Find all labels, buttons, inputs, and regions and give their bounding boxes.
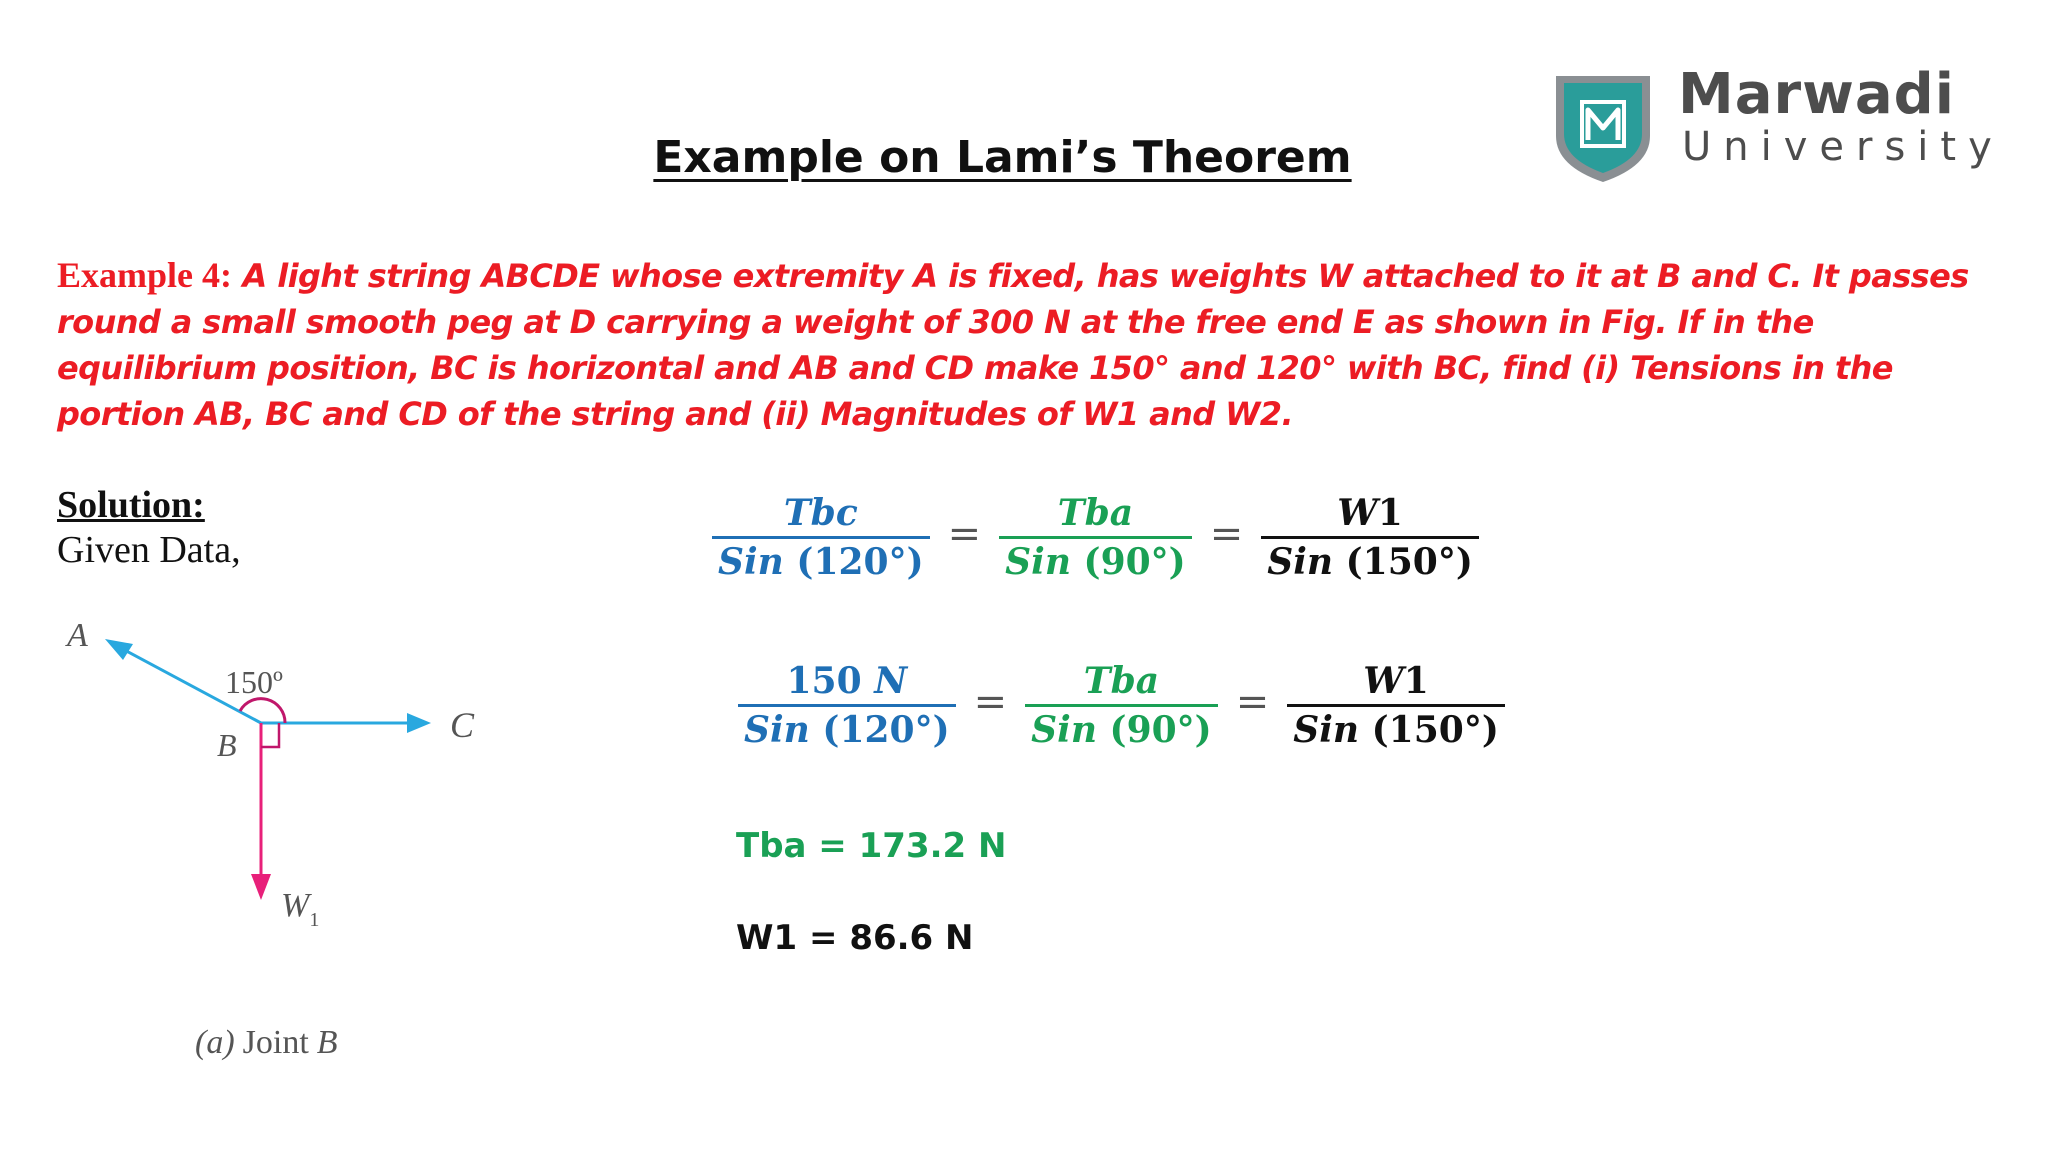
sin-fn: Sin [1005,541,1071,583]
lami-equation-1 [712,490,1479,585]
numerator-sub: 1 [1377,492,1403,534]
numerator-var: W [1363,660,1404,702]
angle-arg: (90°) [1083,541,1186,583]
numerator-unit: N [874,660,908,702]
numerator: Tba [1083,660,1160,702]
page-title: Example on Lami’s Theorem [653,132,1352,183]
angle-arg: (120°) [796,541,924,583]
problem-statement [57,252,2017,437]
lami-equation-2 [738,658,1505,753]
fraction-tba [1025,658,1218,753]
w1-result: W1 = 86.6 N [736,918,974,958]
joint-b-diagram [55,610,495,1080]
sin-fn: Sin [1267,541,1334,583]
angle-label-150: 150º [225,664,283,700]
right-angle-marker [261,723,279,747]
sin-fn: Sin [1293,709,1360,751]
equals-sign: = [947,510,982,557]
angle-arg: (150°) [1345,541,1473,583]
numerator: Tba [1057,492,1134,534]
caption-b: B [316,1024,338,1061]
label-a: A [67,617,88,654]
sin-fn: Sin [744,709,810,751]
arrow-head-w1 [251,874,271,900]
fraction-w1 [1287,658,1505,753]
numerator-sub: 1 [1403,660,1429,702]
solution-heading: Solution: [57,484,205,526]
logo-subtitle: University [1682,124,2004,170]
arrow-head-c [407,713,431,733]
given-data-label: Given Data, [57,529,241,571]
label-w-sub: 1 [309,909,320,931]
equals-sign: = [1209,510,1244,557]
numerator-value: 150 [786,660,862,702]
example-label: Example 4: [57,255,232,295]
diagram-caption [195,1024,338,1061]
arrow-head-a [105,639,133,660]
equals-sign: = [973,678,1008,725]
numerator-var: W [1337,492,1378,534]
caption-text: Joint [242,1024,309,1061]
sin-fn: Sin [718,541,784,583]
angle-arg: (120°) [822,709,950,751]
fraction-w1 [1261,490,1479,585]
caption-a: (a) [195,1024,235,1061]
fraction-150n [738,658,956,753]
label-c: C [450,705,475,745]
fraction-tba [999,490,1192,585]
sin-fn: Sin [1031,709,1097,751]
fraction-tbc [712,490,930,585]
equals-sign: = [1235,678,1270,725]
angle-arg: (90°) [1109,709,1212,751]
label-b: B [217,727,237,763]
label-w1 [281,887,319,931]
tba-result: Tba = 173.2 N [736,826,1007,866]
angle-arc-150 [240,699,285,723]
angle-arg: (150°) [1371,709,1499,751]
logo-name: Marwadi [1678,62,1955,127]
problem-text: A light string ABCDE whose extremity A is fixed, has weights W attached to it at B and C. It passes round a small smooth peg at D carrying a weight of 300 N at the free end E as shown in Fig. If in the equilibrium position, BC is horizontal and AB and CD make 150° and 120° with BC, find (i) Tensions in the portion AB, BC and CD of the string and (ii) Magnitudes of W1 and W2. [57,257,1969,433]
label-w: W [281,887,310,924]
numerator: Tbc [783,492,858,534]
